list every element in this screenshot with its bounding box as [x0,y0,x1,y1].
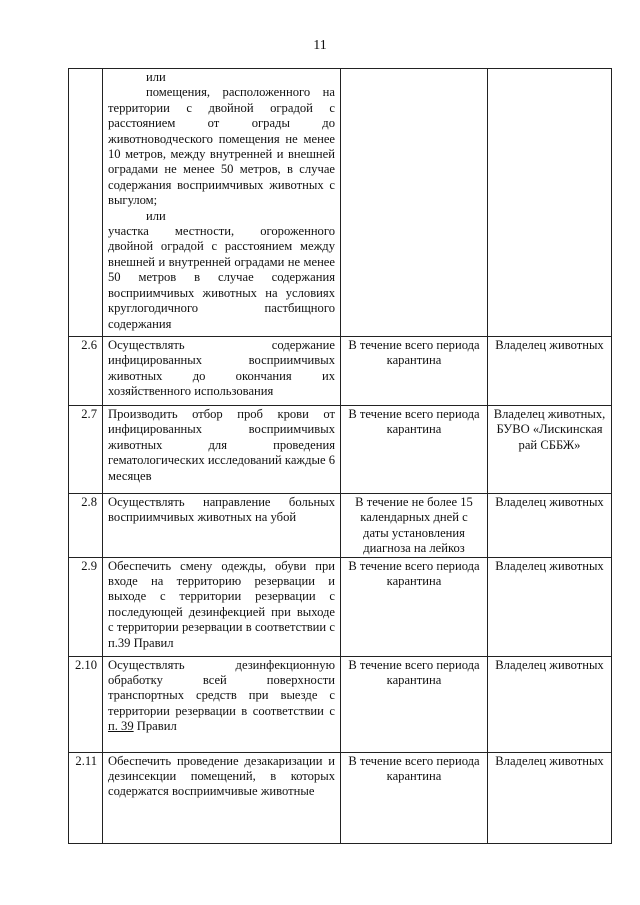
measure-cell [103,656,341,752]
measure-text: или [146,70,166,84]
table-row [69,406,612,494]
measure-cell [103,69,341,337]
page-number: 11 [313,38,327,53]
term-text: В течение не более 15 календарных дней с даты установления диагноза на лейкоз [341,494,488,558]
table-row [69,656,612,752]
responsible-text: Владелец животных [488,656,612,752]
term-text: В течение всего периода карантина [341,656,488,752]
responsible-text: Владелец животных [488,494,612,558]
term-text: В течение всего периода карантина [341,337,488,406]
row-number: 2.6 [69,337,103,406]
term-cell [341,69,488,337]
measure-text: Осуществлять содержание инфицированных восприимчивых животных до окончания их хозяйственного использования [103,337,341,406]
table-row [69,69,612,337]
measure-text: Осуществлять направление больных восприимчивых животных на убой [103,494,341,558]
table-row [69,752,612,843]
rule-reference-link: п. 39 [108,719,134,734]
measure-text: Обеспечить смену одежды, обуви при входе на территорию резервации и выходе с территории резервации с последующей дезинфекцией при выходе с территории резервации в соответствии с п.39 Правил [103,557,341,656]
measures-table [68,68,612,844]
term-text: В течение всего периода карантина [341,406,488,494]
row-number: 2.7 [69,406,103,494]
measure-text: или [146,208,166,223]
row-number: 2.11 [69,752,103,843]
term-text: В течение всего периода карантина [341,752,488,843]
measure-text-end: Правил [133,719,177,734]
responsible-text: Владелец животных [488,752,612,843]
responsible-text: Владелец животных [488,557,612,656]
table-row [69,337,612,406]
row-number-cell [69,69,103,337]
measure-text: Производить отбор проб крови от инфицированных восприимчивых животных для проведения гематологических исследований каждые 6 месяцев [103,406,341,494]
term-text: В течение всего периода карантина [341,557,488,656]
row-number: 2.10 [69,656,103,752]
table-row [69,557,612,656]
measure-text: Осуществлять дезинфекционную обработку всей поверхности транспортных средств при выезде с территории резервации в соответствии с [108,657,335,718]
measure-text: участка местности, огороженного двойной оградой с расстоянием между внешней и внутренней оградами не менее 50 метров в случае содержания восприимчивых животных на условиях круглогодичного пастбищного содержания [108,224,335,331]
table-row [69,494,612,558]
responsible-text: Владелец животных, БУВО «Лискинская рай СББЖ» [488,406,612,494]
row-number: 2.8 [69,494,103,558]
measure-text: Обеспечить проведение дезакаризации и дезинсекции помещений, в которых содержатся восприимчивые животные [103,752,341,843]
row-number: 2.9 [69,557,103,656]
responsible-cell [488,69,612,337]
responsible-text: Владелец животных [488,337,612,406]
measure-text: помещения, расположенного на территории с двойной оградой с расстоянием от ограды до животноводческого помещения не менее 10 метров, между внутренней и внешней оградами не менее 50 метров, в случае содержания восприимчивых животных с выгулом; [108,85,335,208]
